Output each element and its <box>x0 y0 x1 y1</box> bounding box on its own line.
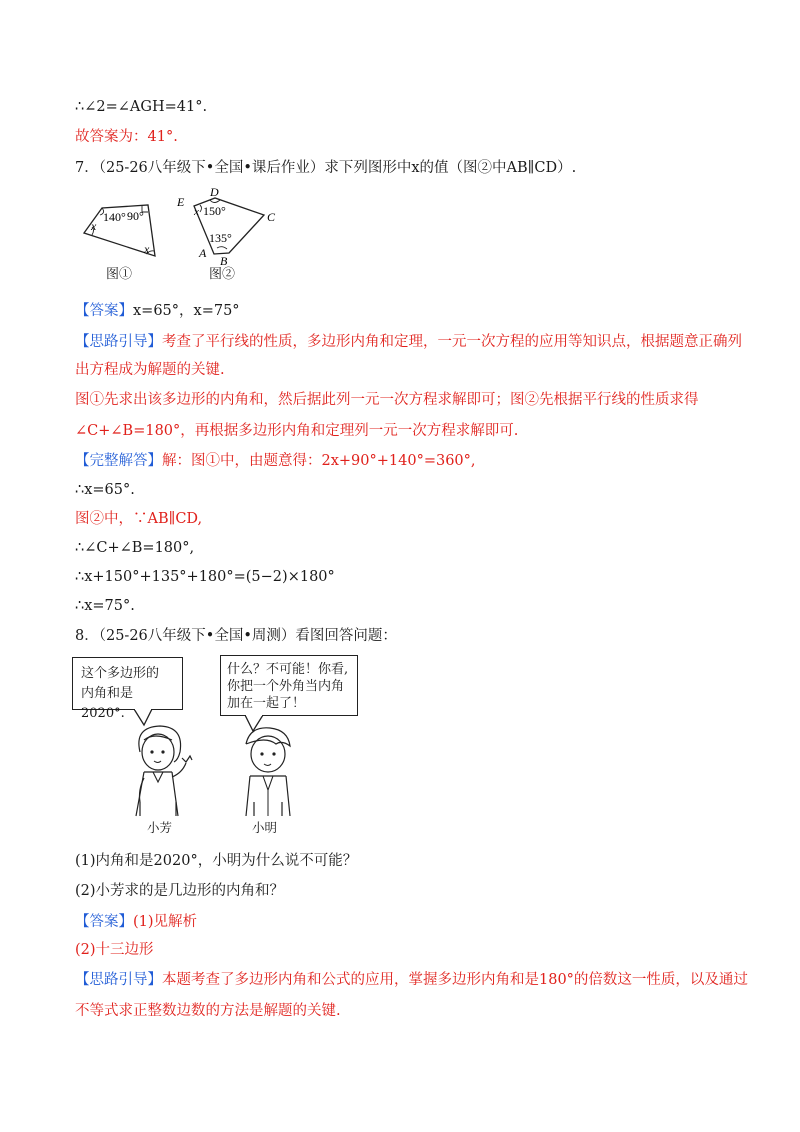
q7-solution-line1 <box>75 451 476 471</box>
solution-tag: 【完整解答】 <box>75 453 162 469</box>
answer-tag: 【答案】 <box>75 303 133 319</box>
fig2-angle-150: 150° <box>203 204 226 218</box>
q8-guide-text1: 本题考查了多边形内角和公式的应用，掌握多边形内角和是180°的倍数这一性质，以及通过 <box>162 972 748 988</box>
q7-guide-line2: 出方程成为解题的关键. <box>75 362 225 378</box>
guide-tag: 【思路引导】 <box>75 972 162 988</box>
bubble-right-line2: 你把一个外角当内角 <box>227 679 345 694</box>
speech-bubble-left <box>72 657 183 721</box>
figure-2-pentagon <box>172 184 292 266</box>
q7-solution-line5: ∴x+150°+135°+180°=(5−2)×180° <box>75 569 335 585</box>
bubble-left-line2: 内角和是2020°. <box>81 686 134 721</box>
fig2-label-B: B <box>220 254 228 266</box>
bubble-left-line1: 这个多边形的 <box>81 666 160 681</box>
fig1-angle-140: 140° <box>103 210 126 224</box>
q8-question1: (1)内角和是2020°，小明为什么说不可能？ <box>75 853 358 869</box>
figure-2-label: 图② <box>209 267 236 282</box>
answer-tag: 【答案】 <box>75 914 133 930</box>
girl-illustration <box>120 722 200 820</box>
fig2-x: x <box>194 206 199 218</box>
boy-illustration <box>232 724 302 820</box>
fig2-label-A: A <box>199 246 207 260</box>
q8-answer-line1 <box>75 912 197 932</box>
q7-guide-line4: ∠C+∠B=180°，再根据多边形内角和定理列一元一次方程求解即可. <box>75 423 519 439</box>
q7-solution-line3: 图②中，∵AB∥CD, <box>75 511 203 527</box>
speech-bubble-right <box>220 655 358 716</box>
q7-guide-line1 <box>75 332 742 352</box>
name-right: 小明 <box>252 820 278 835</box>
q7-solution-line4: ∴∠C+∠B=180°, <box>75 540 195 556</box>
q7-answer-text: x=65°，x=75° <box>133 303 240 319</box>
fig1-angle-90: 90° <box>127 209 144 223</box>
guide-tag: 【思路引导】 <box>75 334 162 350</box>
fig2-label-D: D <box>210 185 219 199</box>
name-left: 小芳 <box>147 820 173 835</box>
line-answer-statement: 故答案为：41°. <box>75 129 178 145</box>
q7-solution-line2: ∴x=65°. <box>75 482 135 498</box>
q7-stem: 7．（25-26八年级下•全国•课后作业）求下列图形中x的值（图②中AB∥CD）. <box>75 160 577 176</box>
bubble-right-line3: 加在一起了！ <box>227 696 306 711</box>
q8-guide-line1 <box>75 970 748 990</box>
fig2-angle-135: 135° <box>209 231 232 245</box>
q7-solution-text1: 解：图①中，由题意得：2x+90°+140°=360°, <box>162 453 476 469</box>
q8-stem: 8．（25-26八年级下•全国•周测）看图回答问题： <box>75 628 397 644</box>
q8-answer-line2: (2)十三边形 <box>75 942 154 958</box>
q7-solution-line6: ∴x=75°. <box>75 598 135 614</box>
fig1-x1: x <box>91 219 97 233</box>
figure-1-label: 图① <box>106 267 133 282</box>
q7-answer <box>75 301 240 321</box>
q7-guide-text1: 考查了平行线的性质，多边形内角和定理，一元一次方程的应用等知识点，根据题意正确列 <box>162 334 742 350</box>
q8-guide-line2: 不等式求正整数边数的方法是解题的关键. <box>75 1003 341 1019</box>
line-conclusion: ∴∠2=∠AGH=41°. <box>75 99 208 115</box>
fig1-x2: x <box>144 242 150 256</box>
q8-question2: (2)小芳求的是几边形的内角和？ <box>75 883 285 899</box>
fig2-label-E: E <box>177 195 185 209</box>
fig2-label-C: C <box>267 210 276 224</box>
figure-1-quadrilateral <box>70 196 160 266</box>
q7-guide-line3: 图①先求出该多边形的内角和，然后据此列一元一次方程求解即可；图②先根据平行线的性质求得 <box>75 392 699 408</box>
q8-answer1: (1)见解析 <box>133 914 198 930</box>
bubble-right-line1: 什么？不可能！你看, <box>227 662 349 677</box>
